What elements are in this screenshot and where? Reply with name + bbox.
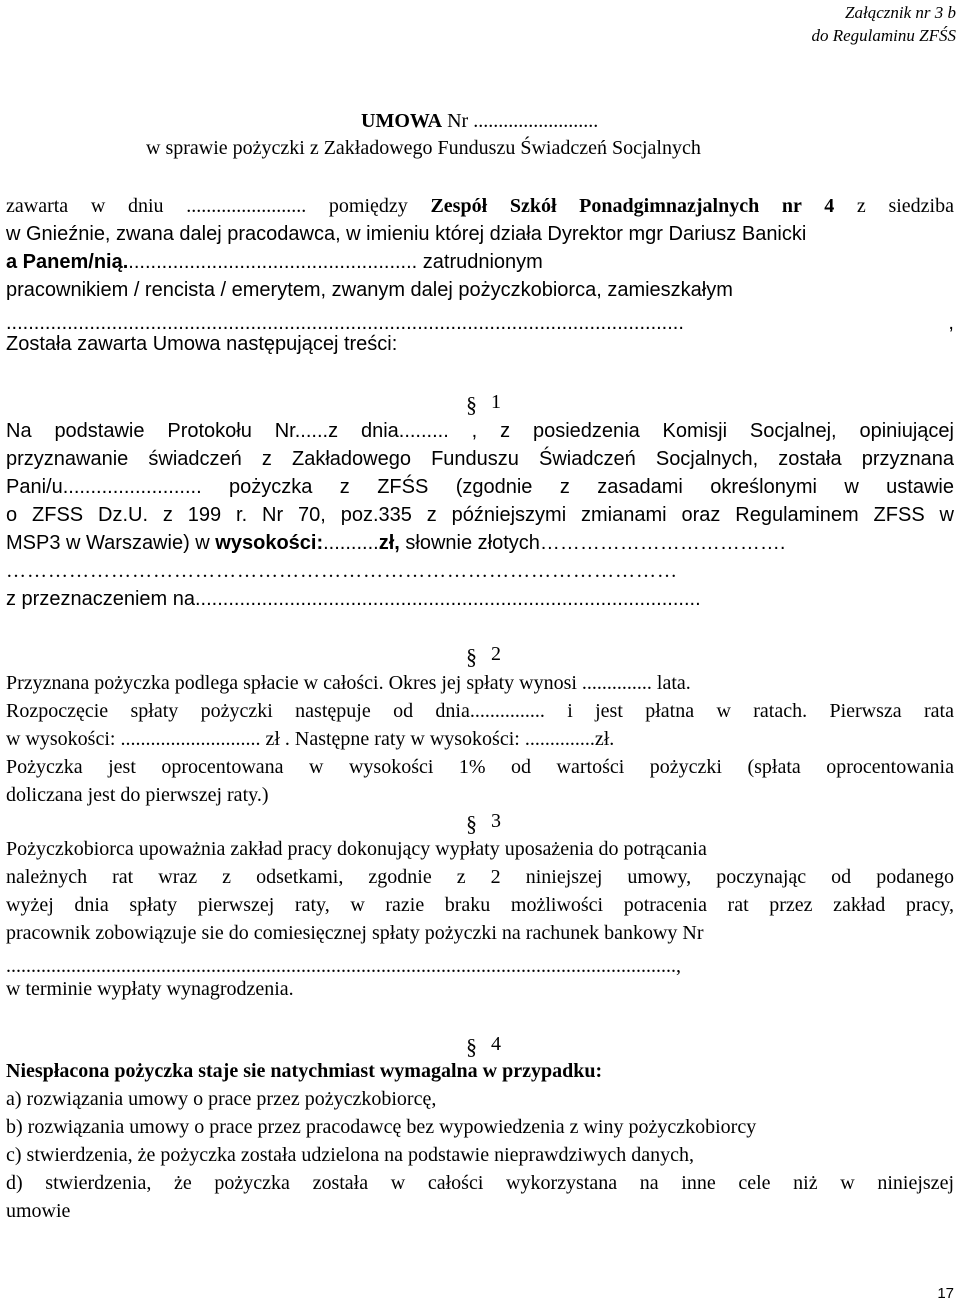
contract-title-number: Nr ......................... <box>442 110 599 132</box>
s1-line-3: Pani/u......................... pożyczka z ZFŚS (zgodnie z zasadami określonymi w ustawie <box>6 476 954 498</box>
amount-label: wysokości: <box>215 532 324 554</box>
s1-line-7: z przeznaczeniem na........................................................................................... <box>6 588 701 610</box>
intro-date-text: zawarta w dniu ........................ pomiędzy <box>6 195 431 217</box>
attachment-label-line2: do Regulaminu ZFŚS <box>811 26 956 45</box>
attachment-label-line1: Załącznik nr 3 b <box>845 3 956 22</box>
s3-line-6: w terminie wypłaty wynagrodzenia. <box>6 978 294 1000</box>
section-1-heading <box>466 390 501 417</box>
s2-line-3: w wysokości: ............................ zł . Następne raty w wysokości: ..............zł. <box>6 728 615 750</box>
intro-line-4: pracownikiem / rencista / emerytem, zwanym dalej pożyczkobiorca, zamieszkałym <box>6 279 733 301</box>
borrower-salutation: a Panem/nią. <box>6 251 129 273</box>
s4-item-d-line-2: umowie <box>6 1200 71 1222</box>
section-symbol-icon: § <box>466 392 477 417</box>
section-symbol-icon: § <box>466 1034 477 1059</box>
s3-line-2: należnych rat wraz z odsetkami, zgodnie z 2 niniejszej umowy, poczynając od podanego <box>6 866 954 888</box>
section-3-heading <box>466 809 501 836</box>
section-symbol-icon: § <box>466 644 477 669</box>
contract-subtitle: w sprawie pożyczki z Zakładowego Funduszu Świadczeń Socjalnych <box>146 137 701 159</box>
section-4-number: 4 <box>491 1033 501 1055</box>
employer-seat: z siedziba <box>834 195 954 217</box>
s2-line-1: Przyznana pożyczka podlega spłacie w całości. Okres jej spłaty wynosi .............. lata. <box>6 672 691 694</box>
section-2-number: 2 <box>491 643 501 665</box>
intro-line-3 <box>6 250 543 274</box>
s1-line-4: o ZFSS Dz.U. z 199 r. Nr 70, poz.335 z późniejszymi zmianami oraz Regulaminem ZFSS w <box>6 504 954 526</box>
s4-item-a: a) rozwiązania umowy o prace przez pożyczkobiorcę, <box>6 1088 437 1110</box>
s1-line-2: przyznawanie świadczeń z Zakładowego Funduszu Świadczeń Socjalnych, została przyznana <box>6 448 954 470</box>
section-symbol-icon: § <box>466 811 477 836</box>
contract-title <box>361 109 598 133</box>
section-2-heading <box>466 642 501 669</box>
s2-line-2: Rozpoczęcie spłaty pożyczki następuje od dnia............... i jest płatna w ratach. Pierwsza rata <box>6 700 954 722</box>
contract-title-bold: UMOWA <box>361 110 443 132</box>
s1-line-6: …………………………………………………………………………………… <box>6 560 678 582</box>
section-3-number: 3 <box>491 810 501 832</box>
s3-line-5 <box>6 954 954 978</box>
currency-label: zł, <box>378 532 400 554</box>
borrower-name-blank: .................................................... zatrudnionym <box>128 251 543 273</box>
s4-item-c: c) stwierdzenia, że pożyczka została udzielona na podstawie nieprawdziwych danych, <box>6 1144 695 1166</box>
s4-item-b: b) rozwiązania umowy o prace przez pracodawcę bez wypowiedzenia z winy pożyczkobiorcy <box>6 1116 757 1138</box>
address-blank: .......................................................................................................................... , <box>6 312 954 334</box>
s2-line-5: doliczana jest do pierwszej raty.) <box>6 784 269 806</box>
page-number: 17 <box>937 1285 954 1302</box>
employer-name: Zespół Szkół Ponadgimnazjalnych nr 4 <box>430 195 835 217</box>
s1-line-5: MSP3 w Warszawie) w wysokości:..........zł, słownie złotych………………………………. <box>6 532 786 554</box>
s4-item-d-line-1: d) stwierdzenia, że pożyczka została w całości wykorzystana na inne cele niż w niniejszej <box>6 1172 954 1194</box>
s3-line-1: Pożyczkobiorca upoważnia zakład pracy dokonujący wypłaty uposażenia do potrącania <box>6 838 707 860</box>
section-4-heading <box>466 1032 501 1059</box>
s3-line-4: pracownik zobowiązuje sie do comiesięcznej spłaty pożyczki na rachunek bankowy Nr <box>6 922 704 944</box>
intro-line-1 <box>6 194 954 218</box>
s1-line-1: Na podstawie Protokołu Nr......z dnia......... , z posiedzenia Komisji Socjalnej, opiniującej <box>6 420 954 442</box>
intro-line-2: w Gnieźnie, zwana dalej pracodawca, w imieniu której działa Dyrektor mgr Dariusz Banicki <box>6 223 807 245</box>
section-1-number: 1 <box>491 391 501 413</box>
intro-line-6: Została zawarta Umowa następującej treści: <box>6 333 398 355</box>
s4-heading-text: Niespłacona pożyczka staje sie natychmiast wymagalna w przypadku: <box>6 1060 603 1082</box>
s3-line-3: wyżej dnia spłaty pierwszej raty, w razie braku możliwości potracenia rat przez zakład pracy, <box>6 894 954 916</box>
s2-line-4: Pożyczka jest oprocentowana w wysokości 1% od wartości pożyczki (spłata oprocentowania <box>6 756 954 778</box>
account-number-blank: ......................................................................................................................................, <box>6 955 681 977</box>
